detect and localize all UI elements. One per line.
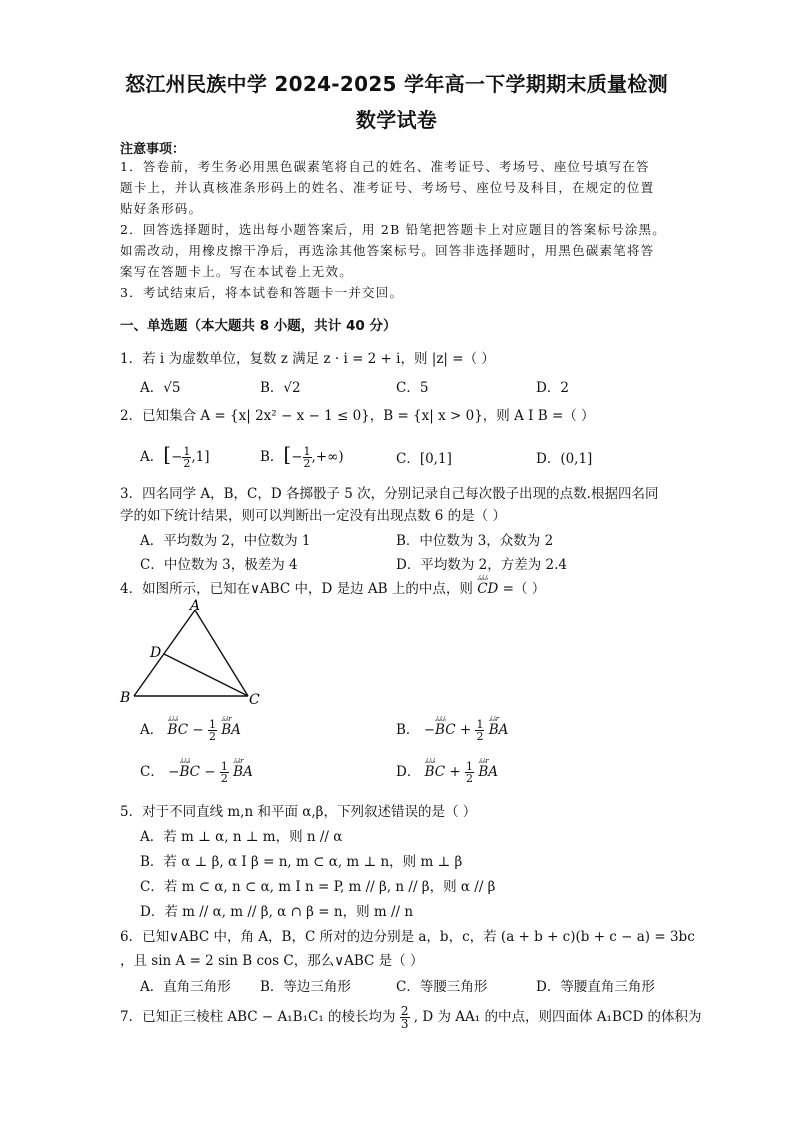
- q1-option-c: C．5: [396, 380, 429, 396]
- q2-option-a-label: A．: [140, 449, 164, 465]
- notice-line: 如需改动，用橡皮擦干净后，再选涂其他答案标号。回答非选择题时，用黑色碳素笔将答: [120, 243, 655, 258]
- q2-option-b-label: B．: [260, 449, 284, 465]
- question-7-stem: 7．已知正三棱柱 ABC − A₁B₁C₁ 的棱长均为 $\frac{2}{3}$ , D 为 AA₁ 的中点，则四面体 A₁BCD 的体积为: [120, 1004, 702, 1031]
- notice-line: 案写在答题卡上。写在本试卷上无效。: [120, 264, 353, 279]
- q4-option-d: D． ﾑﾑﾑ BC + $\frac{1}{2}$ ﾑﾑr BA: [396, 757, 499, 785]
- q6-option-c: C．等腰三角形: [396, 979, 488, 995]
- question-1-stem: 1．若 i 为虚数单位，复数 z 满足 z · i = 2 + i，则 |z| =（ ）: [120, 351, 495, 367]
- q6-option-d: D．等腰直角三角形: [536, 979, 655, 995]
- notice-line: 题卡上，并认真核准条形码上的姓名、准考证号、考场号、座位号及科目，在规定的位置: [120, 180, 655, 195]
- q2-b-fraction: $\frac{1}{2}$: [303, 445, 311, 470]
- label-d: D: [150, 645, 162, 661]
- q1-option-d: D．2: [536, 380, 569, 396]
- q3-option-b: B．中位数为 3，众数为 2: [396, 533, 554, 549]
- q3-option-a: A．平均数为 2，中位数为 1: [140, 533, 311, 549]
- q1-option-b: B．√2: [260, 380, 301, 396]
- question-3-stem: 3．四名同学 A，B，C，D 各掷骰子 5 次，分别记录自己每次骰子出现的点数.根据四名同: [120, 486, 659, 502]
- notice-heading: 注意事项：: [120, 142, 186, 157]
- q2-option-d: D．(0,1]: [536, 451, 593, 467]
- q4-option-c: C． − ﾑﾑﾑ BC − $\frac{1}{2}$ ﾑﾑr BA: [140, 757, 253, 785]
- label-b: B: [120, 690, 131, 706]
- q5-option-c: C．若 m ⊂ α, n ⊂ α, m I n = P, m // β, n // β，则 α // β: [140, 879, 496, 895]
- q5-option-d: D．若 m // α, m // β, α ∩ β = n，则 m // n: [140, 904, 414, 920]
- exam-title: 怒江州民族中学 2024-2025 学年高一下学期期末质量检测: [125, 72, 668, 96]
- label-c: C: [249, 692, 260, 708]
- q7-fraction: $\frac{2}{3}$: [400, 1004, 409, 1031]
- section-heading: 一、单选题（本大题共 8 小题，共计 40 分）: [120, 318, 397, 334]
- question-3-stem-cont: 学的如下统计结果，则可以判断出一定没有出现点数 6 的是（ ）: [120, 508, 506, 524]
- notice-line: 1．答卷前，考生务必用黑色碳素笔将自己的姓名、准考证号、考场号、座位号填写在答: [120, 159, 650, 174]
- q5-option-b: B．若 α ⊥ β, α I β = n, m ⊂ α, m ⊥ n，则 m ⊥ β: [140, 854, 463, 870]
- question-6-stem: 6．已知∨ABC 中，角 A，B，C 所对的边分别是 a，b，c，若 (a + b + c)(b + c − a) = 3bc: [120, 929, 695, 945]
- q3-option-c: C．中位数为 3，极差为 4: [140, 557, 298, 573]
- q3-option-d: D．平均数为 2，方差为 2.4: [396, 557, 567, 573]
- question-4-stem: 4．如图所示，已知在∨ABC 中，D 是边 AB 上的中点，则 ﾑﾑﾑ CD =（ ）: [120, 574, 546, 597]
- q4-option-a: A． ﾑﾑﾑ BC − $\frac{1}{2}$ ﾑﾑr BA: [140, 715, 241, 743]
- exam-subtitle: 数学试卷: [355, 108, 438, 132]
- q5-option-a: A．若 m ⊥ α, n ⊥ m，则 n // α: [140, 829, 343, 845]
- triangle-figure: [118, 598, 268, 710]
- question-5-stem: 5．对于不同直线 m,n 和平面 α,β，下列叙述错误的是（ ）: [120, 804, 477, 820]
- notice-line: 2．回答选择题时，选出每小题答案后，用 2B 铅笔把答题卡上对应题目的答案标号涂黑。: [120, 222, 666, 237]
- q2-option-a: A．[− $\frac{1}{2}$ ,1]: [140, 442, 210, 470]
- q1-option-a: A．√5: [140, 380, 181, 396]
- q2-a-fraction: $\frac{1}{2}$: [183, 445, 191, 470]
- question-2-stem: 2．已知集合 A = {x| 2x² − x − 1 ≤ 0}，B = {x| x > 0}，则 A I B =（ ）: [120, 408, 595, 424]
- q2-option-c: C．[0,1]: [396, 451, 452, 467]
- q6-option-a: A．直角三角形: [140, 979, 231, 995]
- q4-option-b: B． − ﾑﾑﾑ BC + $\frac{1}{2}$ ﾑﾑr BA: [396, 715, 509, 743]
- q6-option-b: B．等边三角形: [260, 979, 351, 995]
- vector-cd: ﾑﾑﾑ CD: [477, 574, 499, 597]
- label-a: A: [190, 598, 201, 614]
- q2-option-b: B．[− $\frac{1}{2}$ ,+∞): [260, 442, 344, 470]
- notice-line: 贴好条形码。: [120, 201, 203, 216]
- notice-line: 3．考试结束后，将本试卷和答题卡一并交回。: [120, 285, 404, 300]
- question-6-stem-cont: ，且 sin A = 2 sin B cos C，那么∨ABC 是（ ）: [120, 953, 424, 969]
